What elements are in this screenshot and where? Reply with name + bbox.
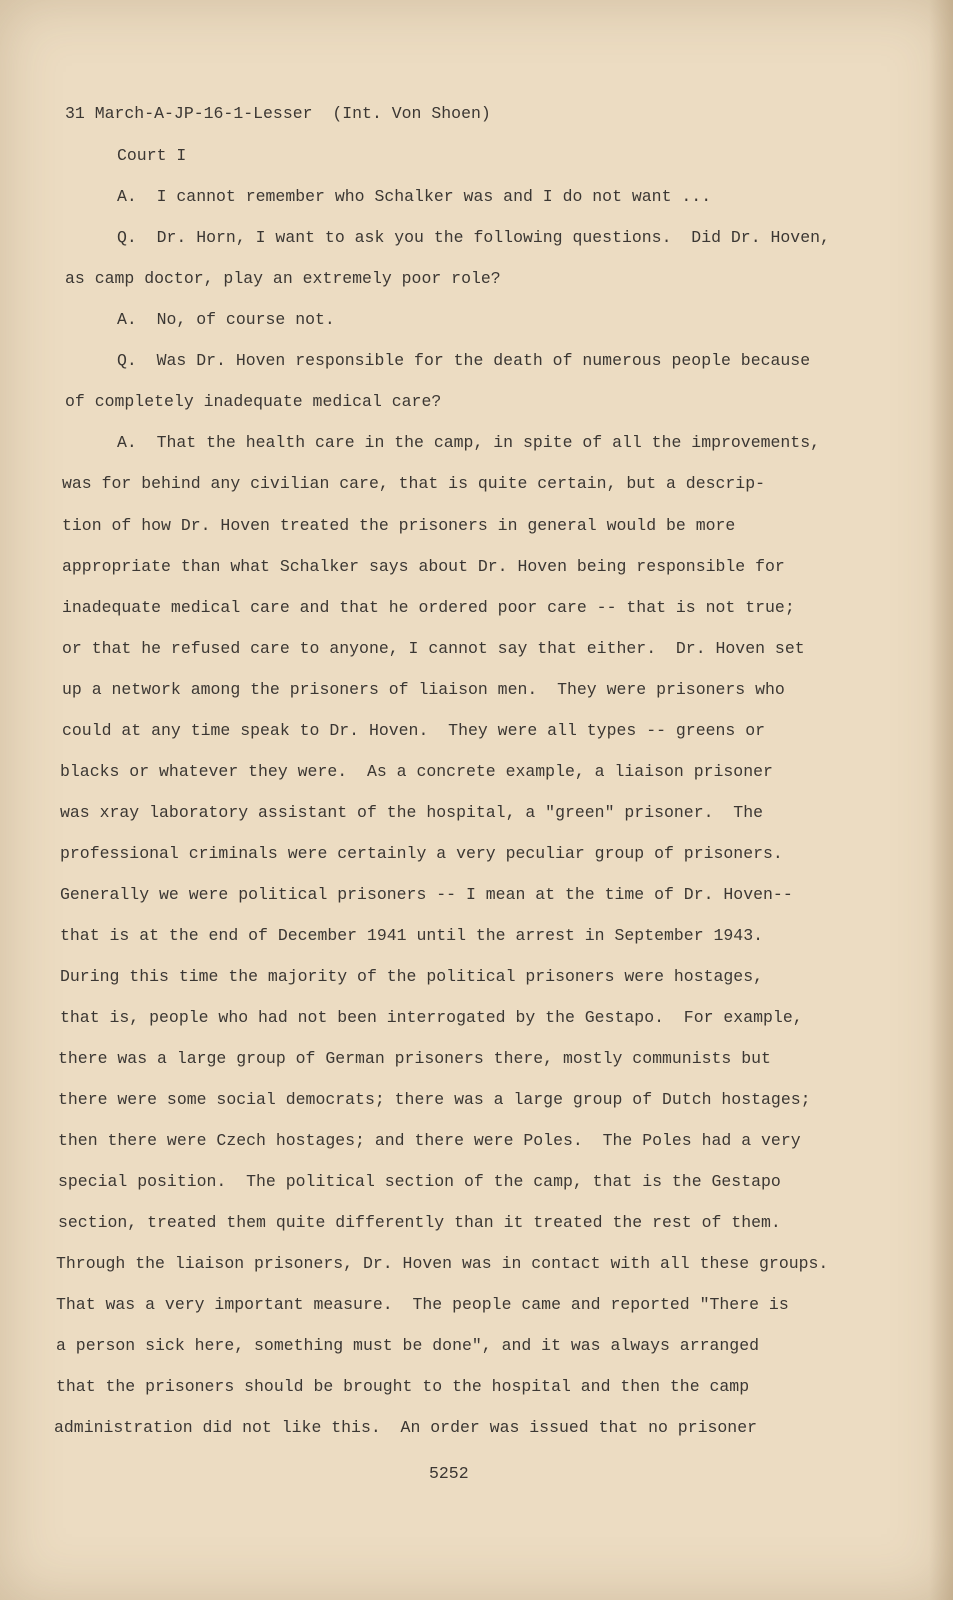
- text-line: could at any time speak to Dr. Hoven. They were all types -- greens or: [62, 721, 766, 740]
- text-line: During this time the majority of the political prisoners were hostages,: [60, 967, 764, 986]
- text-line: special position. The political section of the camp, that is the Gestapo: [58, 1172, 781, 1191]
- text-line: there was a large group of German prisoners there, mostly communists but: [58, 1049, 771, 1068]
- text-line: tion of how Dr. Hoven treated the prisoners in general would be more: [62, 516, 736, 535]
- text-line: administration did not like this. An order was issued that no prisoner: [54, 1418, 758, 1437]
- text-line: there were some social democrats; there was a large group of Dutch hostages;: [58, 1090, 811, 1109]
- text-line: professional criminals were certainly a very peculiar group of prisoners.: [60, 844, 783, 863]
- text-line: then there were Czech hostages; and there were Poles. The Poles had a very: [58, 1131, 801, 1150]
- text-line: Q. Was Dr. Hoven responsible for the death of numerous people because: [117, 351, 811, 370]
- text-line: A. That the health care in the camp, in spite of all the improvements,: [117, 433, 821, 452]
- text-line: That was a very important measure. The people came and reported "There is: [56, 1295, 789, 1314]
- court-label: Court I: [117, 146, 187, 165]
- text-line: a person sick here, something must be done", and it was always arranged: [56, 1336, 760, 1355]
- text-line: Q. Dr. Horn, I want to ask you the following questions. Did Dr. Hoven,: [117, 228, 830, 247]
- page-number: 5252: [429, 1464, 469, 1483]
- text-line: that is at the end of December 1941 until the arrest in September 1943.: [60, 926, 764, 945]
- text-line: that is, people who had not been interrogated by the Gestapo. For example,: [60, 1008, 803, 1027]
- text-line: or that he refused care to anyone, I cannot say that either. Dr. Hoven set: [62, 639, 805, 658]
- text-line: A. No, of course not.: [117, 310, 335, 329]
- text-line: that the prisoners should be brought to the hospital and then the camp: [56, 1377, 750, 1396]
- text-line: Generally we were political prisoners -- I mean at the time of Dr. Hoven--: [60, 885, 793, 904]
- text-line: up a network among the prisoners of liaison men. They were prisoners who: [62, 680, 785, 699]
- text-line: section, treated them quite differently than it treated the rest of them.: [58, 1213, 781, 1232]
- text-line: of completely inadequate medical care?: [65, 392, 442, 411]
- text-line: appropriate than what Schalker says about Dr. Hoven being responsible for: [62, 557, 785, 576]
- text-line: A. I cannot remember who Schalker was and I do not want ...: [117, 187, 712, 206]
- text-line: inadequate medical care and that he ordered poor care -- that is not true;: [62, 598, 795, 617]
- text-line: Through the liaison prisoners, Dr. Hoven was in contact with all these groups.: [56, 1254, 829, 1273]
- text-line: blacks or whatever they were. As a concrete example, a liaison prisoner: [60, 762, 773, 781]
- text-line: as camp doctor, play an extremely poor role?: [65, 269, 501, 288]
- document-header: 31 March-A-JP-16-1-Lesser (Int. Von Shoen): [65, 104, 491, 123]
- text-line: was for behind any civilian care, that is quite certain, but a descrip-: [62, 474, 766, 493]
- page-edge-shadow: [929, 0, 953, 1600]
- text-line: was xray laboratory assistant of the hospital, a "green" prisoner. The: [60, 803, 764, 822]
